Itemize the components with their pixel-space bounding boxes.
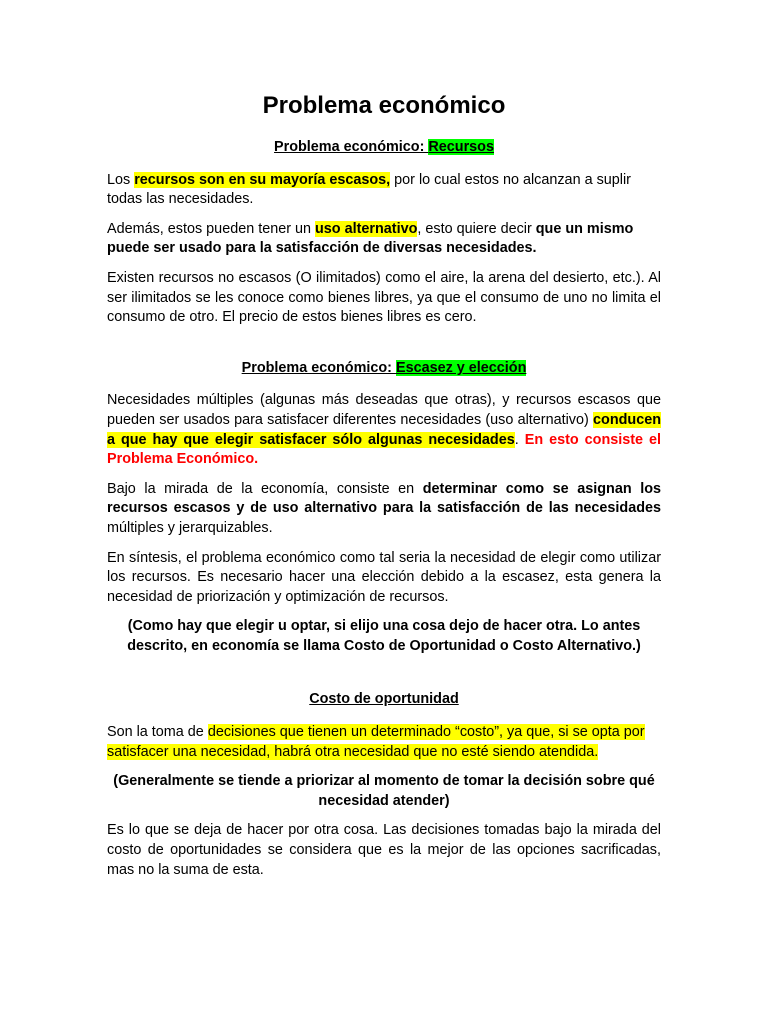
section-costo-oportunidad — [107, 690, 661, 880]
heading-prefix: Problema económico: — [274, 139, 429, 155]
page-title: Problema económico — [262, 92, 506, 119]
paragraph-mirada-economia — [107, 480, 661, 539]
bold-text: que un mismo puede ser usado para la satisfacción de diversas necesidades. — [107, 220, 634, 257]
text-run: Necesidades múltiples (algunas más deseadas que otras), y recursos escasos que pueden ser usados para satisfacer diferentes necesidades (uso alternativo) — [107, 392, 661, 428]
paragraph-lo-que-se-deja: Es lo que se deja de hacer por otra cosa. Las decisiones tomadas bajo la mirada del costo de oportunidades se considera que es la mejor de las opciones sacrificadas, mas no la suma de esta. — [107, 822, 661, 878]
text-run: Los — [107, 171, 135, 188]
paragraph-recursos-escasos — [107, 171, 661, 210]
note-costo-alternativo: (Como hay que elegir u optar, si elijo una cosa dejo de hacer otra. Lo antes descrito, en economía se llama Costo de Oportunidad o Costo Alternativo.) — [127, 618, 641, 654]
text-run: . — [514, 431, 525, 448]
heading-highlight: Recursos — [428, 139, 494, 155]
section-spacer — [107, 338, 661, 359]
text-run: múltiples y jerarquizables. — [107, 519, 273, 536]
text-run: Además, estos pueden tener un — [107, 220, 316, 237]
text-run: , esto quiere decir — [417, 220, 536, 237]
text-run: por lo cual estos no alcanzan a suplir todas las necesidades. — [107, 171, 631, 208]
highlighted-text: uso alternativo — [315, 220, 418, 237]
paragraph-toma-decisiones — [107, 723, 661, 762]
paragraph-uso-alternativo — [107, 220, 661, 259]
text-run: Bajo la mirada de la economía, consiste en — [107, 480, 423, 497]
red-emphasis-text: En esto consiste el Problema Económico. — [107, 431, 662, 468]
heading-prefix: Problema económico: — [241, 359, 396, 376]
section-spacer — [107, 666, 661, 690]
section-recursos — [107, 138, 661, 328]
section-escasez-eleccion — [107, 359, 661, 657]
paragraph-necesidades-multiples — [107, 391, 661, 469]
note-priorizar: (Generalmente se tiende a priorizar al momento de tomar la decisión sobre qué necesidad atender) — [113, 773, 655, 809]
paragraph-bienes-libres: Existen recursos no escasos (O ilimitados) como el aire, la arena del desierto, etc.). Al ser ilimitados se les conoce como bienes libres, ya que el consumo de uno no limita el consumo de otro. El precio de estos bienes libres es cero. — [107, 269, 661, 326]
section-heading-recursos — [107, 138, 661, 158]
heading-highlight: Escasez y elección — [395, 359, 527, 376]
section-heading-costo: Costo de oportunidad — [309, 691, 459, 708]
paragraph-sintesis: En síntesis, el problema económico como tal seria la necesidad de elegir como utilizar los recursos. Es necesario hacer una elección debido a la escasez, esta genera la necesidad de priorización y optimización de recursos. — [107, 549, 661, 605]
text-run: Son la toma de — [107, 724, 208, 741]
document-page — [107, 88, 661, 890]
bold-text: determinar como se asignan los recursos escasos y de uso alternativo para la satisfacción de las necesidades — [107, 480, 661, 517]
highlighted-text: recursos son en su mayoría escasos, — [134, 171, 391, 188]
highlighted-text: conducen a que hay que elegir satisfacer sólo algunas necesidades — [107, 411, 661, 448]
section-heading-escasez — [107, 359, 661, 379]
highlighted-text: decisiones que tienen un determinado “costo”, ya que, si se opta por satisfacer una necesidad, habrá otra necesidad que no esté siendo atendida. — [107, 724, 645, 760]
